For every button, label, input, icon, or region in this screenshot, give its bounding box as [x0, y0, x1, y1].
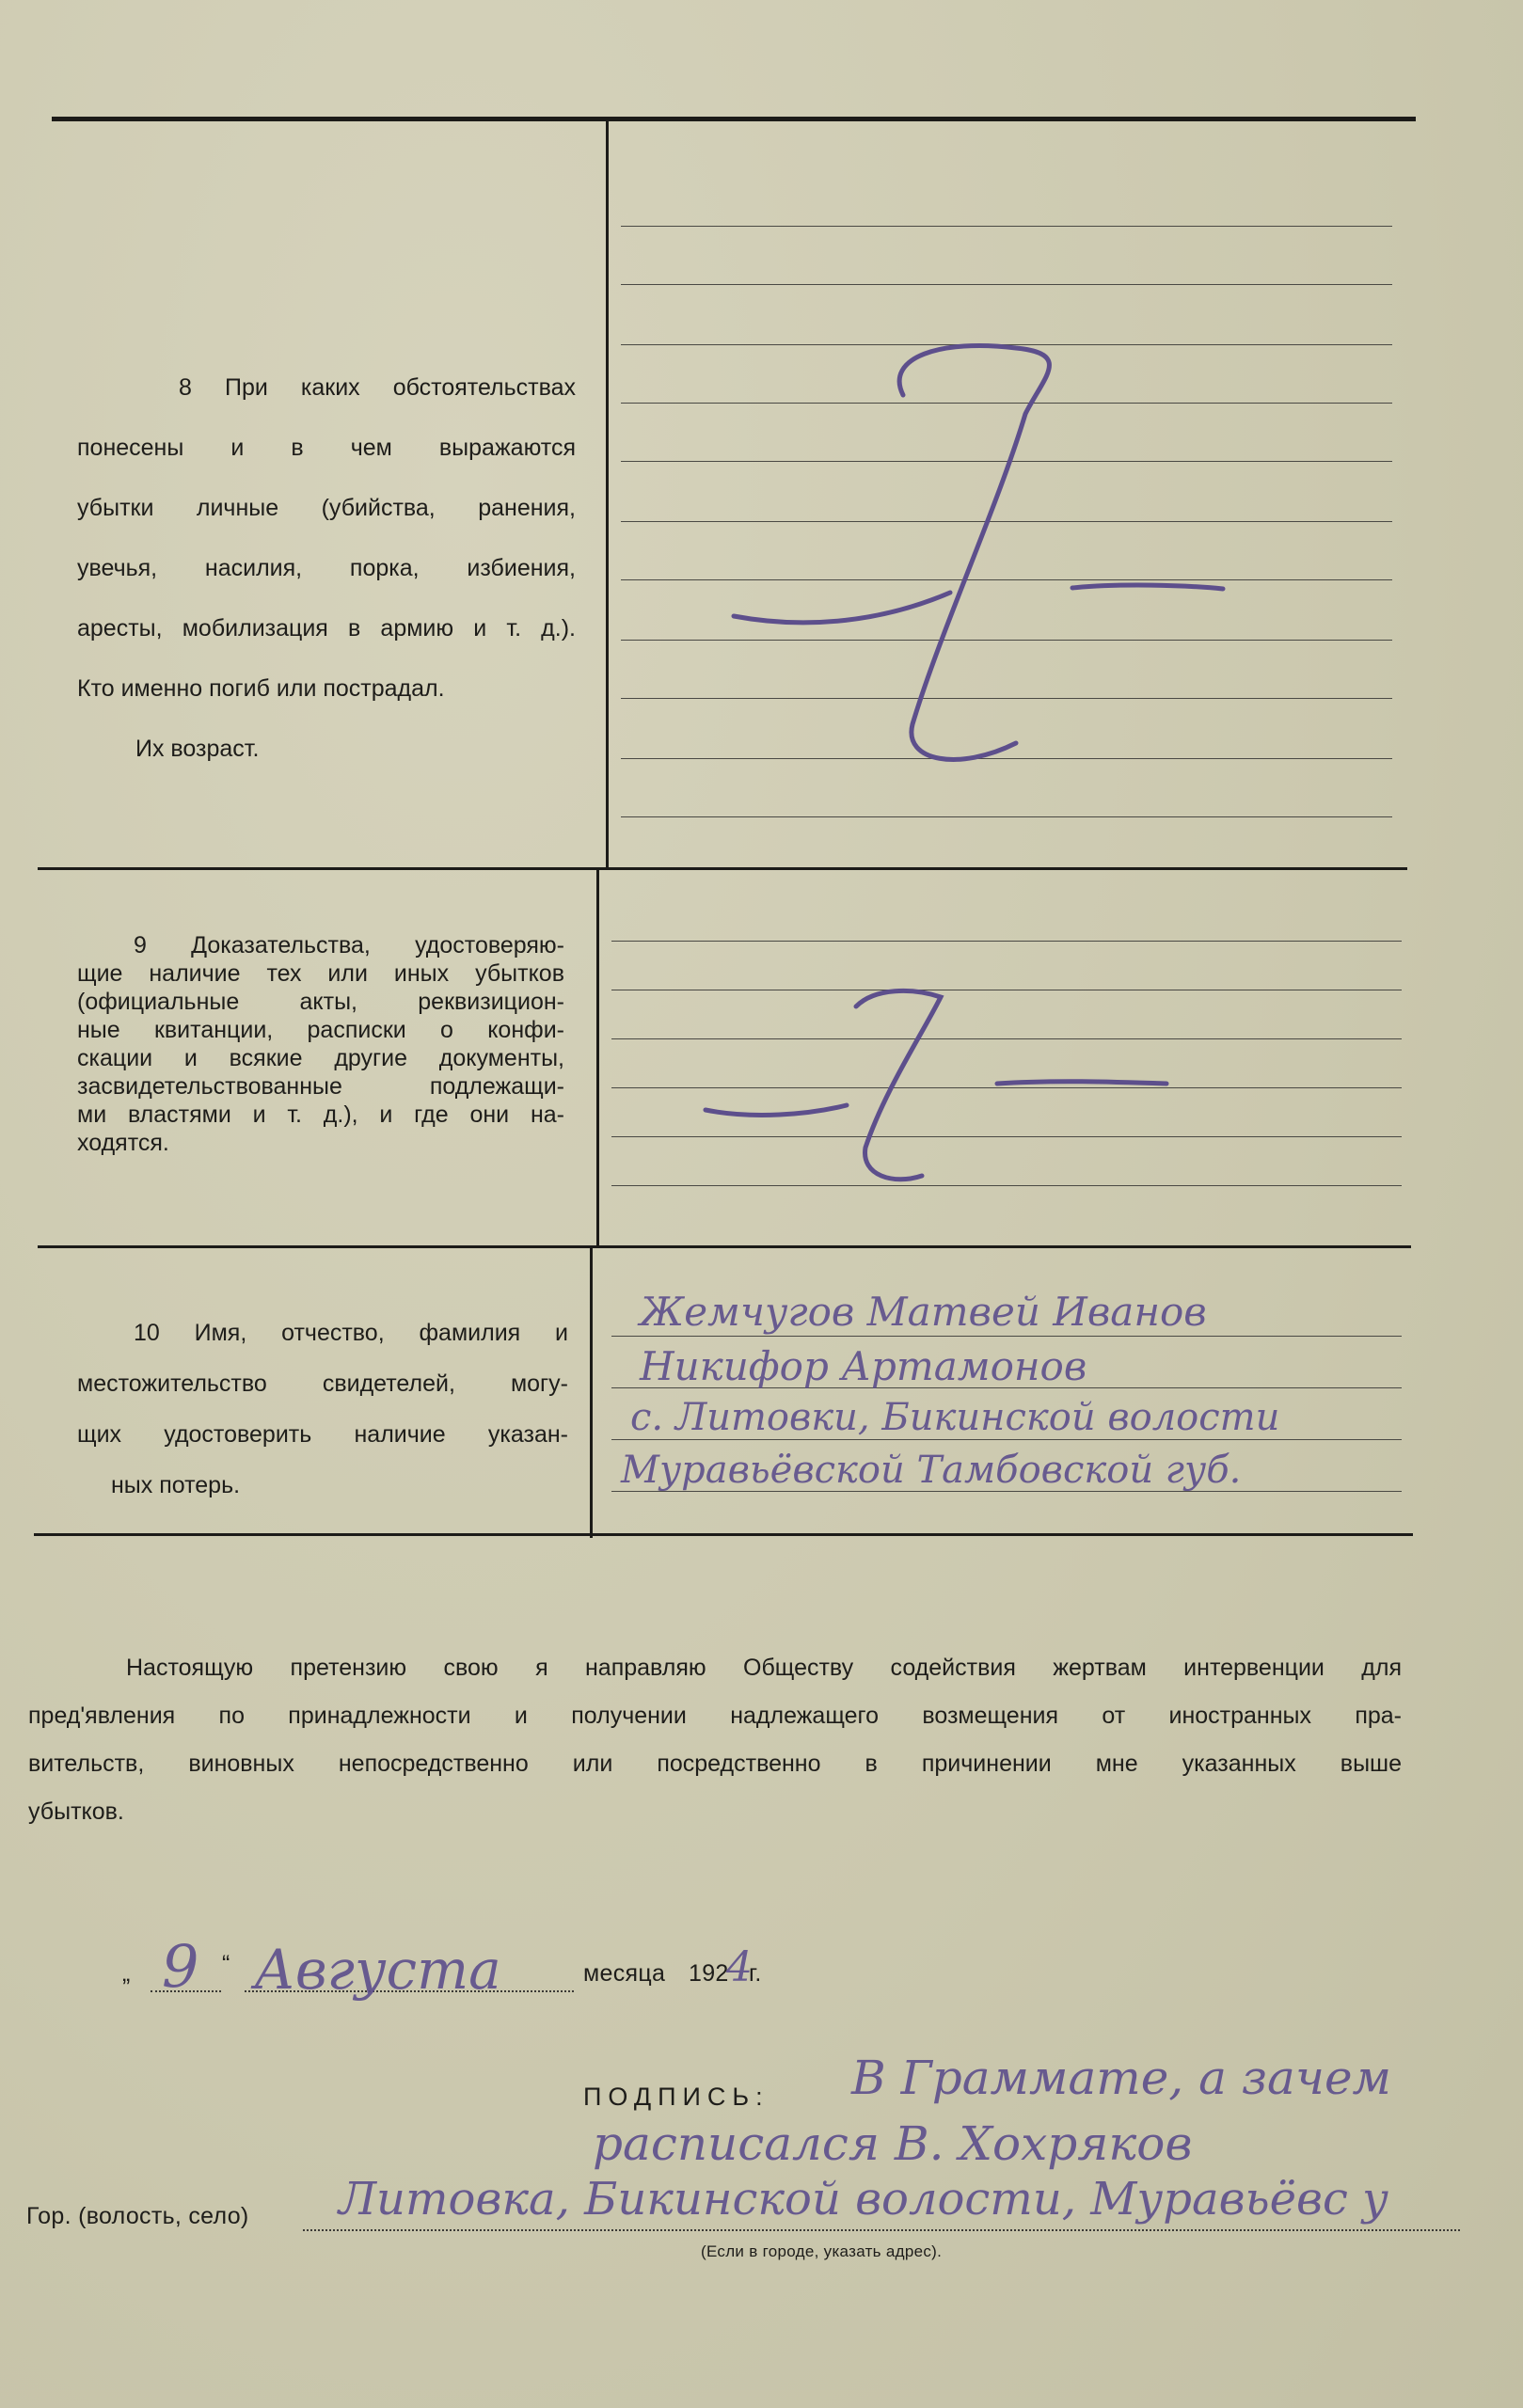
date-year-hand: 4: [726, 1943, 753, 1991]
q8-line: увечья, насилия, порка, избиения,: [77, 555, 576, 581]
q10-answer-line-3: с. Литовки, Бикинской волости: [630, 1396, 1280, 1439]
signature-line-2: расписался В. Хохряков: [593, 2116, 1193, 2171]
question-8-handwritten-dash: [715, 320, 1242, 809]
statement-line: убытков.: [28, 1798, 124, 1825]
q9-line: 9 Доказательства, удостоверяю-: [134, 932, 564, 958]
q9-line: (официальные акты, реквизицион-: [77, 989, 564, 1015]
statement-line: Настоящую претензию свою я направляю Обществу содействия жертвам интервенции для: [126, 1655, 1402, 1681]
date-open-quote: „: [122, 1960, 131, 1987]
row-divider-2: [38, 1245, 1411, 1248]
q8-line: понесены и в чем выражаются: [77, 435, 576, 461]
q10-line: местожительство свидетелей, могу-: [77, 1370, 568, 1397]
vertical-divider-q8: [606, 121, 609, 870]
signature-label: ПОДПИСЬ:: [583, 2083, 769, 2111]
q9-line: ми властями и т. д.), и где они на-: [77, 1101, 564, 1128]
q10-line: 10 Имя, отчество, фамилия и: [134, 1320, 568, 1346]
q9-line: засвидетельствованные подлежащи-: [77, 1073, 564, 1100]
q9-line: ходятся.: [77, 1130, 169, 1156]
question-10-label: [77, 1307, 568, 1511]
date-day-hand: 9: [162, 1932, 199, 2001]
q8-line: аресты, мобилизация в армию и т. д.).: [77, 615, 576, 642]
date-year-suffix: г.: [749, 1960, 762, 1987]
q10-line: ных потерь.: [111, 1472, 241, 1498]
q10-answer-line-2: Никифор Артамонов: [640, 1343, 1087, 1389]
q8-line: убытки личные (убийства, ранения,: [77, 495, 576, 521]
q10-answer-line-4: Муравьёвской Тамбовской губ.: [621, 1449, 1242, 1492]
date-line: [113, 1932, 828, 2013]
statement-paragraph: [28, 1644, 1402, 1836]
locality-label: Гор. (волость, село): [26, 2203, 249, 2229]
row-divider-1: [38, 867, 1407, 870]
date-year-printed: 192: [689, 1960, 729, 1987]
locality-value: Литовка, Бикинской волости, Муравьёвс у: [339, 2173, 1388, 2226]
q8-line: Кто именно погиб или пострадал.: [77, 675, 445, 702]
q10-answer-line-1: Жемчугов Матвей Иванов: [640, 1289, 1207, 1335]
top-rule: [52, 117, 1416, 121]
locality-field: [303, 2229, 1460, 2231]
locality-note: (Если в городе, указать адрес).: [701, 2242, 943, 2260]
question-9-label: [77, 931, 564, 1157]
date-close-quote: “: [222, 1951, 230, 1977]
question-9-handwritten-dash: [696, 978, 1185, 1223]
signature-line-1: В Граммате, а зачем: [851, 2051, 1391, 2105]
q9-line: ные квитанции, расписки о конфи-: [77, 1017, 564, 1043]
date-month-word: месяца: [583, 1960, 666, 1987]
statement-line: вительств, виновных непосредственно или посредственно в причинении мне указанных выше: [28, 1751, 1402, 1777]
q10-line: щих удостоверить наличие указан-: [77, 1421, 568, 1448]
vertical-divider-q10: [590, 1246, 593, 1538]
q8-line: 8 При каких обстоятельствах: [179, 374, 576, 401]
q9-line: скации и всякие другие документы,: [77, 1045, 564, 1071]
question-8-label: [77, 357, 576, 779]
row-divider-3: [34, 1533, 1413, 1536]
statement-line: пред'явления по принадлежности и получении надлежащего возмещения от иностранных пра-: [28, 1703, 1402, 1729]
q8-line: Их возраст.: [135, 736, 260, 762]
q9-line: щие наличие тех или иных убытков: [77, 960, 564, 987]
date-month-hand: Августа: [254, 1938, 501, 2002]
vertical-divider-q9: [596, 870, 599, 1246]
